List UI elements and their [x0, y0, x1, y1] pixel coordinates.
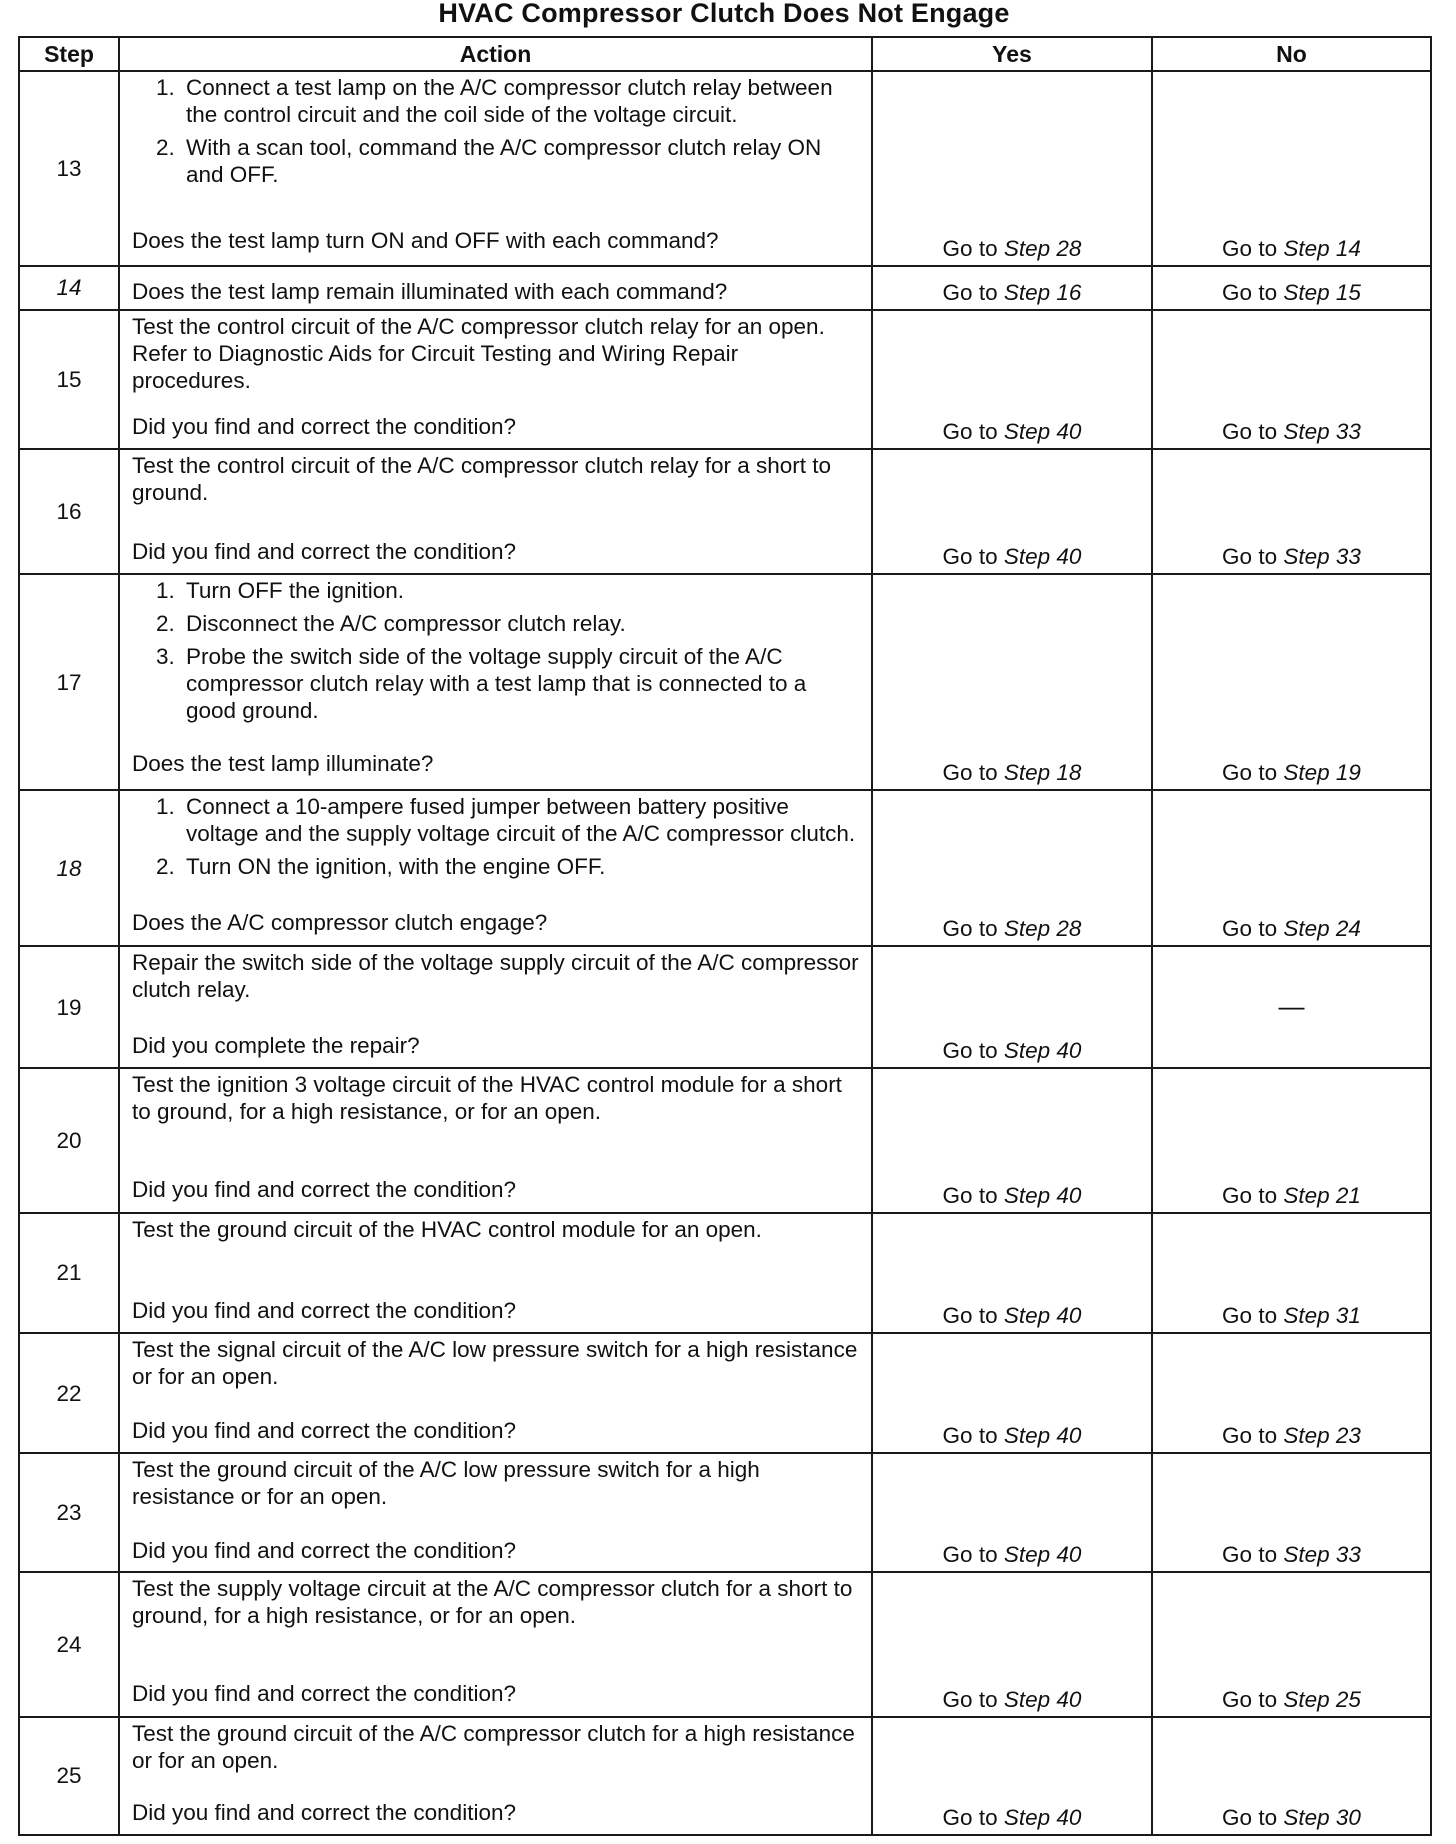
no-cell: [1152, 1717, 1431, 1835]
action-text: Test the control circuit of the A/C compressor clutch relay for a short to ground.: [132, 453, 832, 506]
step-number: 40: [1056, 1303, 1082, 1329]
yes-cell: [872, 574, 1152, 790]
go-to-label: Go to: [942, 1542, 998, 1568]
step-word: Step: [1003, 760, 1051, 786]
step-number: 14: [1335, 235, 1361, 261]
step-word: Step: [1003, 1182, 1051, 1208]
table-row: [19, 574, 1431, 790]
action-question: Did you find and correct the condition?: [132, 539, 516, 565]
step-number: 21: [1335, 1182, 1361, 1208]
action-layout: [132, 269, 861, 305]
step-number: 40: [1056, 1037, 1082, 1063]
no-cell: [1152, 574, 1431, 790]
action-question: Does the test lamp remain illuminated with each command?: [132, 278, 728, 304]
step-word: Step: [1283, 1805, 1330, 1830]
step-number: 40: [1056, 544, 1082, 570]
action-cell: [119, 1333, 872, 1453]
action-question: Did you find and correct the condition?: [132, 1800, 516, 1826]
step-number: 24: [1335, 916, 1361, 942]
step-number: 33: [1335, 1542, 1361, 1568]
yes-cell: [872, 266, 1152, 310]
action-step-text: Connect a 10-ampere fused jumper between battery positive voltage and the supply voltage circuit of the A/C compressor clutch.: [186, 794, 856, 847]
step-word: Step: [1003, 1303, 1051, 1329]
no-cell: [1152, 1333, 1431, 1453]
step-number-cell: 19: [19, 946, 119, 1068]
action-text: Test the ground circuit of the A/C compressor clutch for a high resistance or for an open.: [132, 1720, 855, 1773]
go-to-label: Go to: [1222, 1303, 1278, 1329]
yes-cell: [872, 1717, 1152, 1835]
action-cell: [119, 310, 872, 449]
action-question: Did you find and correct the condition?: [132, 1298, 516, 1324]
no-cell: [1152, 71, 1431, 266]
step-number-cell: 22: [19, 1333, 119, 1453]
action-step: [132, 643, 861, 724]
action-body: [132, 793, 861, 886]
action-layout: [132, 1720, 861, 1827]
step-number: 15: [1335, 279, 1361, 305]
action-body: [132, 1336, 861, 1394]
step-word: Step: [1283, 1422, 1330, 1448]
step-word: Step: [1283, 916, 1330, 942]
action-layout: [132, 1071, 861, 1203]
table-header-row: [19, 37, 1431, 71]
step-number: 40: [1056, 1686, 1082, 1712]
action-body: [132, 949, 861, 1007]
yes-cell: [872, 1572, 1152, 1716]
action-step-number: 2.: [156, 854, 175, 880]
action-step: [132, 134, 861, 188]
step-number-cell: 17: [19, 574, 119, 790]
yes-cell: [872, 1453, 1152, 1572]
step-number: 40: [1056, 1182, 1082, 1208]
action-layout: [132, 1575, 861, 1707]
go-to-label: Go to: [1222, 760, 1278, 786]
action-step-number: 2.: [156, 611, 175, 637]
action-text: Test the ground circuit of the HVAC control module for an open.: [132, 1216, 762, 1242]
table-row: [19, 449, 1431, 574]
table-row: [19, 71, 1431, 266]
table-row: [19, 1068, 1431, 1213]
action-step-number: 3.: [156, 644, 175, 670]
go-to-label: Go to: [1222, 1805, 1278, 1830]
go-to-label: Go to: [942, 1422, 998, 1448]
no-cell: [1152, 1068, 1431, 1213]
action-text: Test the control circuit of the A/C compressor clutch relay for an open. Refer to Diagnostic Aids for Circuit Testing and Wiring Repair procedures.: [132, 313, 825, 393]
step-word: Step: [1003, 1542, 1051, 1568]
table-row: [19, 1213, 1431, 1333]
no-cell: —: [1152, 946, 1431, 1068]
step-number-cell: 25: [19, 1717, 119, 1835]
action-body: [132, 313, 861, 398]
go-to-label: Go to: [1222, 1182, 1278, 1208]
no-cell: [1152, 1453, 1431, 1572]
step-number: 18: [1056, 760, 1082, 786]
no-cell: [1152, 310, 1431, 449]
action-step: [132, 577, 861, 604]
action-question: Did you find and correct the condition?: [132, 413, 516, 439]
table-row: [19, 790, 1431, 946]
action-step: [132, 853, 861, 880]
step-number-cell: 15: [19, 310, 119, 449]
action-body: [132, 1456, 861, 1514]
action-layout: [132, 1336, 861, 1444]
action-step-number: 2.: [156, 135, 175, 160]
action-cell: [119, 1068, 872, 1213]
step-word: Step: [1003, 279, 1051, 305]
go-to-label: Go to: [942, 279, 998, 305]
action-body: [132, 1071, 861, 1129]
action-text: Test the ignition 3 voltage circuit of the HVAC control module for a short to ground, for a high resistance, or for an open.: [132, 1071, 842, 1124]
yes-cell: [872, 1333, 1152, 1453]
action-step-text: Turn ON the ignition, with the engine OFF.: [186, 854, 606, 880]
step-word: Step: [1283, 1182, 1330, 1208]
yes-cell: [872, 946, 1152, 1068]
action-layout: [132, 949, 861, 1059]
go-to-label: Go to: [942, 235, 998, 261]
action-step-number: 1.: [156, 75, 175, 100]
action-step-text: Probe the switch side of the voltage supply circuit of the A/C compressor clutch relay with a test lamp that is connected to a good ground.: [186, 644, 807, 724]
action-question: Does the A/C compressor clutch engage?: [132, 909, 548, 935]
step-number: 28: [1056, 235, 1082, 261]
step-word: Step: [1283, 419, 1330, 445]
go-to-label: Go to: [942, 544, 998, 570]
table-row: [19, 1333, 1431, 1453]
step-number: 40: [1056, 419, 1082, 445]
go-to-label: Go to: [942, 419, 998, 445]
step-number-cell: 16: [19, 449, 119, 574]
action-body: [132, 1216, 861, 1247]
action-step: [132, 793, 861, 847]
step-number: 40: [1056, 1422, 1082, 1448]
action-layout: [132, 577, 861, 777]
action-question: Did you find and correct the condition?: [132, 1680, 516, 1706]
action-step-text: Turn OFF the ignition.: [186, 578, 405, 604]
step-number-cell: 23: [19, 1453, 119, 1572]
no-cell: [1152, 790, 1431, 946]
action-cell: [119, 1453, 872, 1572]
go-to-label: Go to: [1222, 544, 1278, 570]
action-text: Test the signal circuit of the A/C low pressure switch for a high resistance or for an open.: [132, 1337, 858, 1390]
table-row: [19, 266, 1431, 310]
yes-cell: [872, 1213, 1152, 1333]
header-step: Step: [19, 37, 119, 71]
go-to-label: Go to: [1222, 1542, 1278, 1568]
action-question: Did you complete the repair?: [132, 1033, 420, 1059]
action-step-text: Disconnect the A/C compressor clutch relay.: [186, 611, 626, 637]
go-to-label: Go to: [1222, 235, 1278, 261]
step-word: Step: [1283, 1542, 1330, 1568]
go-to-label: Go to: [1222, 1686, 1278, 1712]
action-body: [132, 1575, 861, 1633]
action-question: Does the test lamp illuminate?: [132, 751, 434, 777]
action-question: Did you find and correct the condition?: [132, 1537, 516, 1563]
action-body: [132, 452, 861, 510]
step-word: Step: [1283, 760, 1330, 786]
step-word: Step: [1003, 1422, 1051, 1448]
step-number-cell: 13: [19, 71, 119, 266]
action-cell: [119, 1572, 872, 1716]
table-row: [19, 1717, 1431, 1835]
action-question: Does the test lamp turn ON and OFF with each command?: [132, 227, 719, 253]
step-number: 31: [1335, 1303, 1361, 1329]
go-to-label: Go to: [1222, 1422, 1278, 1448]
action-body: [132, 577, 861, 730]
action-layout: [132, 313, 861, 440]
step-number: 40: [1056, 1542, 1082, 1568]
table-row: [19, 1453, 1431, 1572]
step-number: 16: [1056, 279, 1082, 305]
step-word: Step: [1003, 544, 1051, 570]
action-cell: [119, 449, 872, 574]
action-layout: [132, 1216, 861, 1325]
yes-cell: [872, 310, 1152, 449]
page-title: HVAC Compressor Clutch Does Not Engage: [438, 0, 1010, 28]
step-number: 25: [1335, 1686, 1361, 1712]
table-row: [19, 310, 1431, 449]
step-number: 33: [1335, 419, 1361, 445]
yes-cell: [872, 71, 1152, 266]
action-step: [132, 610, 861, 637]
step-number-cell: 18: [19, 790, 119, 946]
header-action: Action: [119, 37, 872, 71]
step-word: Step: [1003, 1805, 1051, 1830]
table-row: [19, 946, 1431, 1068]
go-to-label: Go to: [942, 1182, 998, 1208]
action-text: Test the ground circuit of the A/C low pressure switch for a high resistance or for an open.: [132, 1456, 760, 1509]
step-number: 19: [1335, 760, 1361, 786]
no-cell: [1152, 449, 1431, 574]
step-number: 30: [1335, 1805, 1361, 1830]
yes-cell: [872, 449, 1152, 574]
go-to-label: Go to: [1222, 916, 1278, 942]
action-cell: [119, 266, 872, 310]
step-number: 33: [1335, 544, 1361, 570]
step-word: Step: [1003, 1037, 1051, 1063]
go-to-label: Go to: [942, 916, 998, 942]
action-layout: [132, 793, 861, 936]
step-number-cell: 21: [19, 1213, 119, 1333]
step-word: Step: [1283, 1686, 1330, 1712]
step-number-cell: 14: [19, 266, 119, 310]
action-text: Test the supply voltage circuit at the A/C compressor clutch for a short to ground, for a high resistance, or for an open.: [132, 1576, 853, 1629]
step-word: Step: [1003, 1686, 1051, 1712]
go-to-label: Go to: [942, 1303, 998, 1329]
action-step: [132, 74, 861, 128]
step-number: 28: [1056, 916, 1082, 942]
action-body: [132, 74, 861, 194]
action-cell: [119, 1213, 872, 1333]
action-cell: [119, 574, 872, 790]
no-cell: [1152, 1572, 1431, 1716]
action-step-text: Connect a test lamp on the A/C compressor clutch relay between the control circuit and the coil side of the voltage circuit.: [186, 75, 833, 127]
action-text: Repair the switch side of the voltage supply circuit of the A/C compressor clutch relay.: [132, 950, 859, 1003]
no-cell: [1152, 1213, 1431, 1333]
step-word: Step: [1003, 916, 1051, 942]
go-to-label: Go to: [1222, 279, 1278, 305]
step-word: Step: [1283, 544, 1330, 570]
action-cell: [119, 946, 872, 1068]
step-word: Step: [1283, 235, 1330, 261]
step-word: Step: [1003, 419, 1051, 445]
action-cell: [119, 790, 872, 946]
action-step-number: 1.: [156, 578, 175, 604]
diagnostic-table: [18, 36, 1432, 1836]
no-cell: [1152, 266, 1431, 310]
action-step-number: 1.: [156, 794, 175, 820]
step-word: Step: [1283, 1303, 1330, 1329]
action-body: [132, 1720, 861, 1778]
action-steps-list: [132, 793, 861, 880]
step-number: 40: [1056, 1805, 1082, 1830]
action-steps-list: [132, 577, 861, 724]
step-word: Step: [1003, 235, 1051, 261]
step-number-cell: 20: [19, 1068, 119, 1213]
action-layout: [132, 452, 861, 565]
table-row: [19, 1572, 1431, 1716]
action-layout: [132, 74, 861, 254]
yes-cell: [872, 1068, 1152, 1213]
action-steps-list: [132, 74, 861, 188]
action-layout: [132, 1456, 861, 1564]
action-step-text: With a scan tool, command the A/C compressor clutch relay ON and OFF.: [186, 135, 822, 187]
go-to-label: Go to: [942, 1805, 998, 1830]
action-cell: [119, 71, 872, 266]
header-no: No: [1152, 37, 1431, 71]
yes-cell: [872, 790, 1152, 946]
header-yes: Yes: [872, 37, 1152, 71]
go-to-label: Go to: [1222, 419, 1278, 445]
action-question: Did you find and correct the condition?: [132, 1176, 516, 1202]
step-number: 23: [1335, 1422, 1361, 1448]
action-question: Did you find and correct the condition?: [132, 1418, 516, 1444]
step-word: Step: [1283, 279, 1330, 305]
go-to-label: Go to: [942, 1037, 998, 1063]
step-number-cell: 24: [19, 1572, 119, 1716]
go-to-label: Go to: [942, 1686, 998, 1712]
go-to-label: Go to: [942, 760, 998, 786]
action-cell: [119, 1717, 872, 1835]
